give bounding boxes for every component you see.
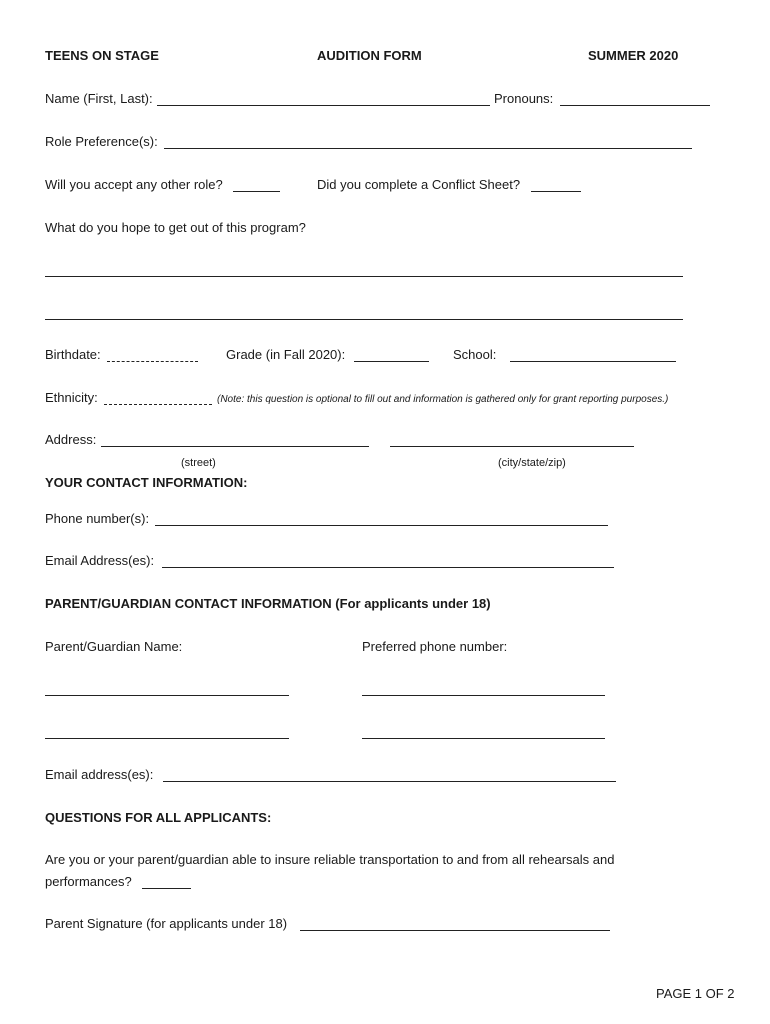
grade-field[interactable] [354, 361, 429, 362]
questions-heading: QUESTIONS FOR ALL APPLICANTS: [45, 810, 272, 825]
conflict-sheet-label: Did you complete a Conflict Sheet? [317, 177, 521, 192]
transport-answer-field[interactable] [142, 888, 191, 889]
name-label: Name (First, Last): [45, 91, 153, 106]
name-field[interactable] [157, 105, 490, 106]
address-label: Address: [45, 432, 97, 447]
org-name: TEENS ON STAGE [45, 48, 159, 63]
session-label: SUMMER 2020 [588, 48, 679, 63]
signature-label: Parent Signature (for applicants under 18) [45, 916, 288, 931]
pronouns-label: Pronouns: [494, 91, 554, 106]
role-preference-label: Role Preference(s): [45, 134, 158, 149]
parent-email-field[interactable] [163, 781, 616, 782]
hope-question-label: What do you hope to get out of this program? [45, 220, 306, 235]
conflict-sheet-field[interactable] [531, 191, 581, 192]
hope-answer-line-2[interactable] [45, 319, 683, 320]
page-number: PAGE 1 OF 2 [656, 986, 735, 1001]
phone-label: Phone number(s): [45, 511, 150, 526]
pronouns-field[interactable] [560, 105, 710, 106]
school-field[interactable] [510, 361, 676, 362]
signature-field[interactable] [300, 930, 610, 931]
birthdate-label: Birthdate: [45, 347, 101, 362]
ethnicity-field[interactable] [104, 404, 212, 405]
parent-phone-field-2[interactable] [362, 738, 605, 739]
parent-heading: PARENT/GUARDIAN CONTACT INFORMATION (For applicants under 18) [45, 596, 491, 611]
birthdate-field[interactable] [107, 361, 198, 362]
contact-heading: YOUR CONTACT INFORMATION: [45, 475, 248, 490]
role-preference-field[interactable] [164, 148, 692, 149]
parent-name-field-2[interactable] [45, 738, 289, 739]
address-city-field[interactable] [390, 446, 634, 447]
parent-name-label: Parent/Guardian Name: [45, 639, 183, 654]
accept-other-role-label: Will you accept any other role? [45, 177, 223, 192]
parent-email-label: Email address(es): [45, 767, 154, 782]
parent-phone-label: Preferred phone number: [362, 639, 508, 654]
city-caption: (city/state/zip) [498, 457, 566, 469]
street-caption: (street) [181, 457, 216, 469]
school-label: School: [453, 347, 497, 362]
hope-answer-line-1[interactable] [45, 276, 683, 277]
ethnicity-label: Ethnicity: [45, 390, 98, 405]
email-label: Email Address(es): [45, 553, 155, 568]
parent-name-field-1[interactable] [45, 695, 289, 696]
email-field[interactable] [162, 567, 614, 568]
form-title: AUDITION FORM [317, 48, 422, 63]
transport-question-line-1: Are you or your parent/guardian able to insure reliable transportation to and from all rehearsals and [45, 852, 615, 867]
phone-field[interactable] [155, 525, 608, 526]
parent-phone-field-1[interactable] [362, 695, 605, 696]
address-street-field[interactable] [101, 446, 369, 447]
transport-question-line-2: performances? [45, 874, 132, 889]
grade-label: Grade (in Fall 2020): [226, 347, 346, 362]
ethnicity-note: (Note: this question is optional to fill out and information is gathered only for grant reporting purposes.) [217, 394, 669, 405]
accept-other-role-field[interactable] [233, 191, 280, 192]
